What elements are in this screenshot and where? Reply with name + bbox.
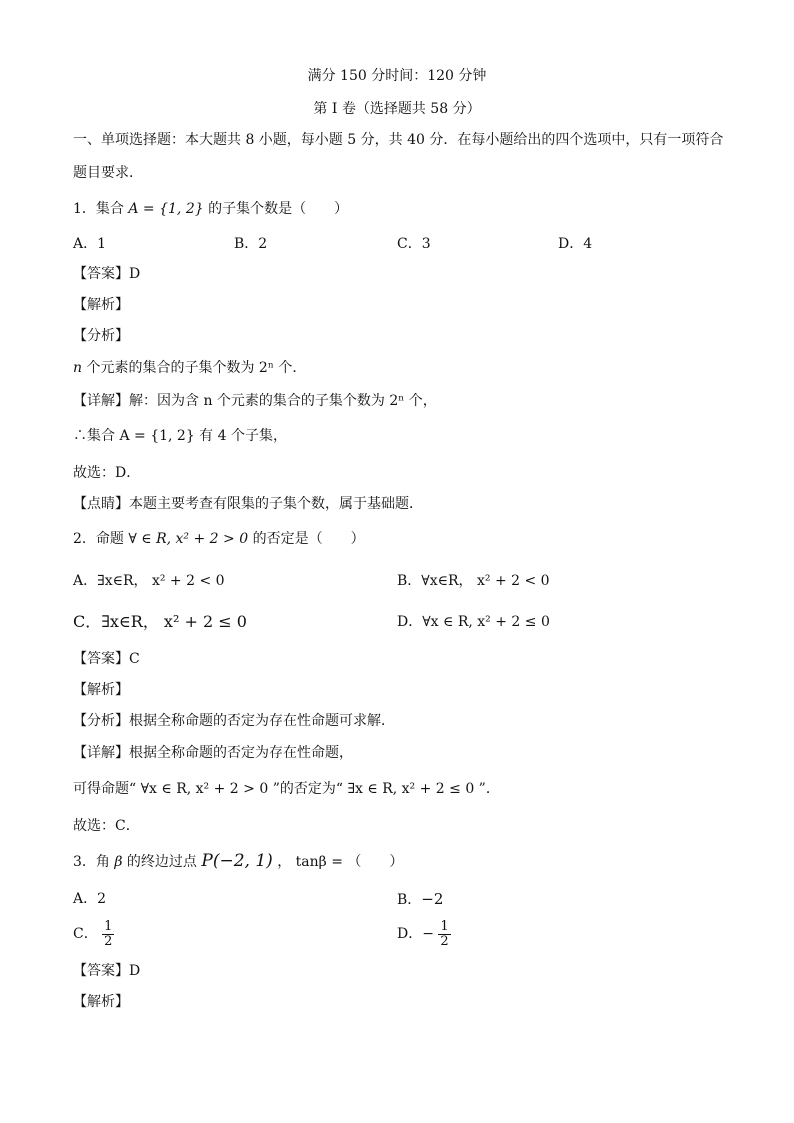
q1-detail-text: 解：因为含 n 个元素的集合的子集个数为 2ⁿ 个， <box>129 393 437 409</box>
q1-analysis-label: 【解析】 <box>73 297 129 313</box>
exam-header-score-time: 满分 150 分时间：120 分钟 <box>307 68 487 84</box>
section-title-line2: 题目要求． <box>73 165 143 181</box>
q1-option-a: A．1 <box>73 236 107 252</box>
q2-option-d: D．∀x ∈ R, x² + 2 ≤ 0 <box>397 614 550 630</box>
q1-stem-suffix: 的子集个数是（ ） <box>208 201 349 217</box>
q2-fenxi <box>73 711 395 731</box>
q1-fenxi-text <box>73 358 306 378</box>
q1-fenxi-body: 个元素的集合的子集个数为 2ⁿ 个． <box>82 360 307 376</box>
q1-fenxi-label: 【分析】 <box>73 328 129 344</box>
q2-detail <box>73 743 353 763</box>
q2-stem <box>73 529 365 549</box>
q3-option-d-fraction <box>438 920 450 949</box>
q2-detail-label: 【详解】 <box>73 745 129 761</box>
q2-stem-math: ∀ ∈ R, x² + 2 > 0 <box>128 531 249 547</box>
q1-detail-label: 【详解】 <box>73 393 129 409</box>
q3-stem <box>73 851 403 872</box>
q1-dianjing-label: 【点睛】 <box>73 496 129 512</box>
q3-option-c <box>73 916 114 952</box>
q1-stem <box>73 199 348 219</box>
q1-detail <box>73 391 437 411</box>
q3-option-b-label: B． <box>397 892 422 908</box>
q1-fenxi-n: n <box>73 360 83 376</box>
q1-dianjing <box>73 494 423 514</box>
q1-therefore: ∴集合 A = {1, 2} 有 4 个子集， <box>73 428 287 444</box>
q1-option-d: D．4 <box>558 236 593 252</box>
q3-answer: 【答案】D <box>73 963 141 979</box>
q2-conclusion: 可得命题“ ∀x ∈ R, x² + 2 > 0 ”的否定为“ ∃x ∈ R, x² + 2 ≤ 0 ”． <box>73 781 500 797</box>
q2-option-b: B．∀x∈R， x² + 2 < 0 <box>397 573 550 589</box>
q2-answer: 【答案】C <box>73 651 140 667</box>
q2-option-c: C．∃x∈R， x² + 2 ≤ 0 <box>73 612 247 631</box>
q3-analysis-label: 【解析】 <box>73 994 129 1010</box>
q3-option-d-label: D． <box>397 926 423 942</box>
q3-option-d-denominator: 2 <box>440 933 449 949</box>
q3-option-c-denominator: 2 <box>104 933 113 949</box>
q1-option-b: B．2 <box>234 236 268 252</box>
q3-stem-tan: ， tanβ = （ ） <box>277 854 404 870</box>
q3-stem-prefix: 3．角 <box>73 854 110 870</box>
q2-stem-prefix: 2．命题 <box>73 531 124 547</box>
q3-stem-beta: β <box>114 854 123 870</box>
q2-stem-suffix: 的否定是（ ） <box>252 531 365 547</box>
q1-option-c: C．3 <box>397 236 431 252</box>
q3-stem-point: P(−2, 1) <box>201 851 273 871</box>
q3-option-a: A．2 <box>73 891 107 907</box>
q2-analysis-label: 【解析】 <box>73 682 129 698</box>
exam-header-part: 第 I 卷（选择题共 58 分） <box>313 101 481 117</box>
q3-option-b <box>397 889 443 910</box>
q2-fenxi-label: 【分析】 <box>73 713 129 729</box>
q1-dianjing-text: 本题主要考查有限集的子集个数，属于基础题． <box>129 496 423 512</box>
q2-choose: 故选：C． <box>73 818 140 834</box>
q1-stem-math: A = {1, 2} <box>128 201 204 217</box>
q3-option-c-label: C． <box>73 926 98 942</box>
q3-option-d <box>397 916 451 952</box>
q1-stem-prefix: 1．集合 <box>73 201 124 217</box>
q3-option-b-value: −2 <box>421 890 444 908</box>
q2-option-a: A．∃x∈R， x² + 2 < 0 <box>73 573 225 589</box>
section-title-line1: 一、单项选择题：本大题共 8 小题，每小题 5 分，共 40 分．在每小题给出的四个选项中，只有一项符合 <box>73 132 724 148</box>
q1-answer: 【答案】D <box>73 266 141 282</box>
q3-option-d-sign: − <box>422 926 434 942</box>
q3-option-d-numerator: 1 <box>440 918 449 934</box>
q2-detail-text: 根据全称命题的否定为存在性命题， <box>129 745 353 761</box>
q2-fenxi-text: 根据全称命题的否定为存在性命题可求解． <box>129 713 395 729</box>
q3-stem-mid: 的终边过点 <box>126 854 197 870</box>
q1-choose: 故选：D． <box>73 465 141 481</box>
q3-option-c-numerator: 1 <box>104 918 113 934</box>
q3-option-c-fraction <box>102 920 114 949</box>
